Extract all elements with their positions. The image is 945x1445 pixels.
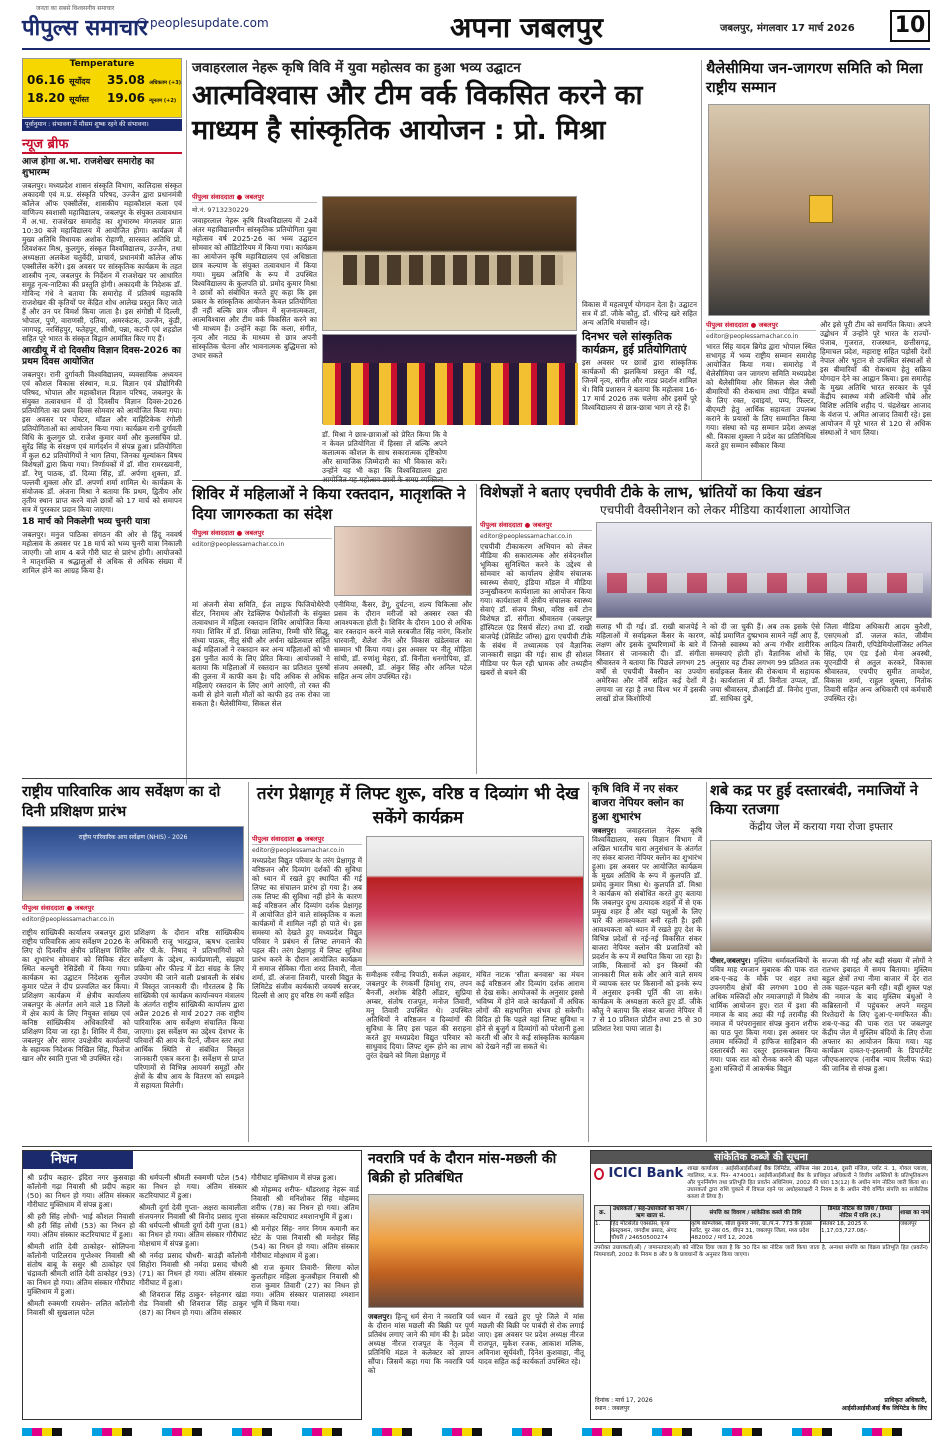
notice-place: स्थान : जबलपुर (595, 1405, 630, 1412)
lead-col3: विकास में महत्वपूर्ण योगदान देता है। उद्घाटन सत्र में डॉ. जीके कौतु, डॉ. धीरेन्द्र खरे सहित अन्य अतिथि मंचासीन रहे। (582, 300, 697, 327)
lead-subhead: दिनभर चले सांस्कृतिक कार्यक्रम, हुई प्रतियोगिताएं (582, 330, 687, 356)
masthead-website[interactable]: peoplesupdate.com (150, 16, 269, 30)
navratri-byline: जबलपुर। (368, 1312, 393, 1321)
krishi-col1: जवाहरलाल नेहरू कृषि विश्वविद्यालय, सस्य विज्ञान विभाग में अखिल भारतीय चारा अनुसंधान के अंतर्गत नए संकर बाजरा नेपियर क्लोन का शुभारंभ हुआ। इस अवसर पर आयोजित कार्यक्रम के मुख्य अतिथि के रूप में कुलपति डॉ. प्रमोद कुमार मिश्रा थे। कुलपति डॉ. मिश्रा ने कार्यक्रम को संबोधित करते हुए बताया कि जबलपुर दुग्ध उत्पादक शहरों में से एक प्रमुख शहर है और यहां पशुओं के लिए चारे की आवश्यकता बनी रहती है। इसी आवश्यकता को ध्यान में रखते हुए देश के विभिन्न प्रदेशों से नई-नई विकसित संकर बाजरा नेपियर क्लोन की प्रजातियों को प्रदर्शन के रूप में स्थापित किया जा रहा है। जाकि, किसानों को इन किस्मों की जानकारी मिल सके और आने वाले समय में व्यापक स्तर पर किसानों को इनके रूप में अनुसार इनकी पूर्ति की जा सके। कार्यक्रम के अध्यक्षता करते हुए डॉ. जीके कौतु ने बताया कि संकर बाजरा नेपियर में 7 से 10 प्रतिशत प्रोटीन तथा 25 से 30 प्रतिशत रेशा पाया जाता है। (592, 826, 702, 1033)
print-color-bar (22, 1428, 932, 1436)
lead-photo-dance (322, 334, 577, 424)
masthead-section: अपना जबलपुर (450, 11, 603, 44)
brief-body: जबलपुर। मध्यप्रदेश शासन संस्कृति विभाग, कालिदास संस्कृत अकादमी एवं म.प्र. संस्कृति परिषद, उज्जैन द्वारा प्रधानमंत्री कॉलेज ऑफ एक्सीलेंस, शासकीय महाकौशल कला एवं वाणिज्य स्वशासी महाविद्यालय, जबलपुर के संयुक्त तत्वावधान में अ.भा. राजशेखर समारोह का शुभारम्भ मंगलवार प्रातः 10:30 बजे महाविद्यालय में आयोजित होगा। कार्यक्रम में मुख्य अतिथि विधायक अशोक रोहाणी, सारस्वत अतिथि प्रो. शिवशंकर मिश्र, कुलगुरु, संस्कृत विश्वविद्यालय, उज्जैन, तथा अध्यक्षता अलकेश चतुर्वेदी, प्राचार्य, प्रधानमंत्री कॉलेज ऑफ एक्सीलेंस करेंगे। इस अवसर पर सांस्कृतिक कार्यक्रम के तहत शास्त्रीय नृत्य, जबलपुर के निर्देशन में राजशेखर पर आधारित समूह नृत्य-नाटिका की प्रस्तुति होगी। अकादमी के निदेशक डॉ. गोविन्द गंधे ने बताया कि समारोह में प्रतिवर्ष महाकवि राजशेखर की कृतियों पर केंद्रित शोध आलेख प्रस्तुत किए जाते हैं और उन पर विमर्श किया जाता है। इस संगोष्ठी में दिल्ली, भोपाल, पुणे, वाराणसी, दतिया, अमरकंटक, उज्जैन, कुंडी, जागपट्ट, नरसिंहपुर, फतेहपुर, सीधी, पन्ना, कटनी एवं शहडोल सहित पूरे भारत के संस्कृत विद्वान आमंत्रित किए गए हैं। (22, 181, 182, 343)
lift-headline: तरंग प्रेक्षागृह में लिफ्ट शुरू, वरिष्ठ व दिव्यांग भी देख सकेंगे कार्यक्रम (256, 784, 580, 828)
nidhan-col3 (251, 1173, 359, 1308)
sunset-value: 18.20 (27, 91, 65, 105)
hpv-photo (596, 522, 932, 618)
notice-date: दिनांक : मार्च 17, 2026 (595, 1397, 653, 1404)
lift-story (252, 782, 584, 1142)
masthead-tagline: जनता का सबसे विश्वसनीय समाचार (36, 5, 115, 12)
obituary: की धर्मपत्नी श्रीमती रुक्मणी पटेल (54) का निधन हो गया। अंतिम संस्कार कटरियाघाट में हुआ। (139, 1173, 247, 1200)
sunset-label: सूर्यास्त (69, 95, 89, 104)
bank-notice (590, 1150, 932, 1420)
hpv-col1: एचपीवी टीकाकरण अभियान को लेकर मीडिया की सकारात्मक और संवेदनशील भूमिका सुनिश्चित करने के उद्देश्य से सोमवार को कार्यालय क्षेत्रीय संचालक स्वास्थ्य सेवाएं, इंडिया मॉडल में मीडिया उन्मुखीकरण कार्यशाला का आयोजन किया गया। कार्यशाला में क्षेत्रीय संचालक स्वास्थ्य सेवाएं डॉ. संजय मिश्रा, वरिष्ठ सर्वे टोन विशेषज्ञ डॉ. संगीता श्रीवास्तव (जबलपुर हॉस्पिटल एंड रिसर्च सेंटर) तथा डॉ. राखी बाजपेई (प्रेसिडेंट जॉग्स) द्वारा एचपीवी टीके के संबंध में तथ्यात्मक एवं वैज्ञानिक जानकारी साझा की गई। साथ ही सोशल मीडिया पर फैल रही भ्रामक और तथ्यहीन खबरों से बचने की (480, 542, 592, 677)
obituary: श्री मनोहर सिंह- नगर निगम कमानी कर स्टेट के पास निवासी श्री मनोहर सिंह (54) का निधन हो गया। अंतिम संस्कार गौरीघाट मोक्षधाम में हुआ। (251, 1224, 359, 1260)
lead-photo-stage (322, 196, 577, 331)
lead-col1: जवाहरलाल नेहरू कृषि विश्वविद्यालय में 24वें अंतर महाविद्यालयीन सांस्कृतिक प्रतियोगिता युवा महोत्सव वर्ष 2025-26 का भव्य उद्घाटन सोमवार को ऑडिटोरियम में किया गया। कार्यक्रम का आयोजन कृषि महाविद्यालय एवं अधिष्ठाता छात्र कल्याण के संयुक्त तत्वावधान में किया गया। मुख्य अतिथि के रूप में उपस्थित विश्वविद्यालय के कुलपति प्रो. प्रमोद कुमार मिश्रा ने छात्रों को संबोधित करते हुए कहा कि इस प्रकार के सांस्कृतिक आयोजन केवल प्रतियोगिता ही नहीं बल्कि छात्र जीवन में सृजनात्मकता, आत्मविश्वास और टीम वर्क विकसित करने का भी माध्यम हैं। उन्होंने कहा कि कला, संगीत, नृत्य और नाट्य के माध्यम से छात्र अपनी सांस्कृतिक चेतना और भावनात्मक बुद्धिमत्ता को उभार सकते (192, 216, 317, 360)
jail-photo (710, 840, 932, 952)
jail-col1: मुस्लिम धर्मावलम्बियों के पवित्र माह रमजान मुबारक की पाक रात शब-ए-कद्र के मौके पर शहर तथा उपनगरीय क्षेत्रों की लगभग 100 से अधिक मस्जिदों और नमाजगाहों में विशेष धार्मिक आयोजन हुए। रात में इशा की नमाज के बाद अदा की गई तरावीह की नमाज में परंपरानुसार संपन्न कुरान शरीफ का पाठ पूरा किया गया। इस अवसर पर तमाम मस्जिदों में हाफिज साहिबान की दस्तारबंदी का दस्तूर इस्तकबाल किया गया। पाक रात को रौनक करने की पहल हुआ मस्जिदों में आकर्षक विद्युत (710, 956, 818, 1073)
min-label: न्यूनतम (+2) (149, 98, 177, 104)
hpv-col4: जिला मीडिया अधिकारी आदम कुरैशी, एसएमओ डॉ. जलज कांत, जीवीम आदित्य तिवारी, एपिडेमियोलॉजिस्ट अनिल सिंह, एम एंड ईओ मेना अवस्थी, यूएनडीपी से अतुल करकरे, विकास श्रीवास्तव, एचपीए सुमीत तामदेश, विकास शर्मा, राहुल शुक्ला, नितोक तिवारी सहित अन्य अधिकारी एवं कर्मचारी उपस्थित रहे। (824, 622, 932, 703)
col-header: शाखा का नाम (900, 1206, 930, 1221)
brief-item (22, 517, 182, 575)
hpv-story (480, 484, 932, 774)
section-rule (192, 480, 932, 481)
lift-col3: मंचित नाटक 'सीता बनवास' का मंचन कई वरिष्ठजन और दिव्यांग दर्शक आराम से देख सके। आयोजकों के अनुसार इससे भविष्य में होने वाले कार्यक्रमों में अधिक लोगों की सहभागिता संभव हो सकेगी। विदित हो कि पहले यहां लिफ्ट सुविधा न होने से बुजुर्ग व दिव्यांगों को परेशानी हुआ करती थी और वे कई सांस्कृतिक कार्यक्रम को देखने नहीं जा सकते थे। (476, 970, 584, 1051)
masthead-rule (22, 48, 930, 50)
survey-story (22, 782, 244, 1142)
column-divider (476, 484, 477, 774)
bank-logo-icon (594, 1168, 604, 1180)
lead-col2: डॉ. मिश्रा ने छात्र-छात्राओं को प्रेरित किया कि वे न केवल प्रतियोगिता में हिस्सा लें बल्कि अपने कलात्मक कौशल के साथ सकारात्मक दृष्टिकोण और सामाजिक जिम्मेदारी का भी विकास करें। उन्होंने यह भी कहा कि विश्वविद्यालय द्वारा (322, 430, 447, 475)
survey-byline: पीपुल्स संवाददाता ● जबलपुर (22, 903, 244, 914)
obituary: श्रीमती रुक्मणी रायसेन- ललित कॉलोनी निवासी श्री सुखलाल पटेल (27, 1299, 135, 1317)
notice-title: सांकेतिक कब्जे की सूचना (591, 1151, 931, 1164)
col-header: संपत्ति का विवरण / सांकेतिक कब्जे की तिथि (691, 1206, 821, 1221)
survey-headline: राष्ट्रीय पारिवारिक आय सर्वेक्षण का दो दिनी प्रशिक्षण प्रारंभ (22, 784, 221, 820)
navratri-col1: हिन्दू धर्म सेना ने नवरात्रि पर्व के दौरान मांस मछली की बिक्री पर पूर्ण प्रतिबंध लगाए जाने की मांग की है। प्रदेश अध्यक्ष नीरज राजपूत के नेतृत्व में प्रतिनिधि मंडल ने कलेक्टर को ज्ञापन सौंपा। जिसमें कहा गया कि नवरात्रि पर्व को (368, 1312, 474, 1375)
column-divider (186, 60, 187, 785)
navratri-story (368, 1150, 584, 1420)
brief-title: आज होगा अ.भा. राजशेखर समारोह का शुभारम्भ (22, 157, 155, 178)
col-header: उधारकर्ता / सह-उधारकर्ता का नाम / ऋण खाता सं. (611, 1206, 691, 1221)
column-divider (701, 60, 702, 480)
survey-photo (22, 826, 244, 901)
lead-kicker: जवाहरलाल नेहरू कृषि विवि में युवा महोत्सव का हुआ भव्य उद्घाटन (192, 60, 521, 76)
navratri-photo (368, 1194, 584, 1308)
lift-email: editor@peoplessamachar.co.in (252, 847, 345, 854)
table-cell: हिंद मोटर्सलेड एक्सप्रेस, कृपा कंस्ट्रक्शन, जगदीश प्रसाद, अंगद चौधरी / 24650500274 (611, 1221, 691, 1243)
web-icon (137, 18, 147, 28)
blood-col1: मां अंजनी सेवा समिति, ईज लाइफ फिजियोथैरेपी सेंटर, निरामय और रेडक्लिफ पैथोलॉजी के संयुक्त तत्वावधान में महिला रक्तदान शिविर आयोजित किया गया। शिविर में डॉ. शिखा लालिया, रिम्मी चौरे सिद्धू, संध्या पाठक, नीतू संघी और अर्चना खंडेलवाल सहित कई महिलाओं ने रक्तदान कर अन्य महिलाओं को भी इस पुनीत कार्य के लिए प्रेरित किया। आयोजकों ने बताया कि महिलाओं में रक्तदान का प्रतिशत पुरुषों की तुलना में काफी कम है। यदि अधिक से अधिक महिलाएं रक्तदान के लिए आगे आएंगी, तो रक्त की कमी से होने वाली मौतों को काफी हद तक रोका जा सकता है। थैलेसीमिया, सिकल सेल (192, 600, 330, 708)
lift-col2: समीक्षक रवीन्द्र त्रिपाठी, सर्कल अहवार, जबलपुर के रंगकर्मी हिमांशु राय, तपन बैनर्जी, अशोक बेहिरी ऑडार, सुप्रिया अम्बर, संतोष राजपूत, मनोज तिवारी, मनु तिवारी उपस्थित थे। उपस्थित अतिथियों ने वरिष्ठजन व दिव्यांगों की सुविधा के लिए इस पहल की सराहना करते हुए मध्यप्रदेश विद्युत परिवार को साधुवाद दिया। लिफ्ट शुरू होने का लाभ तुरंत देखने को मिला प्रेक्षागृह में (366, 970, 472, 1060)
thalassemia-byline: पीपुल्स संवाददाता ● जबलपुर (706, 320, 816, 331)
nidhan-col1 (27, 1173, 135, 1317)
jail-col2: सज्जा की गई और बड़ी संख्या में लोगों ने रातभर इबादत में समय बिताया। मुस्लिम बहुल क्षेत्रों तथा नीमा बाजार में देर रात तक चहल-पहल बनी रही। वहीं शुक्ल पक्ष की नमाज के बाद मुस्लिम बंधुओं ने कब्रिस्तानों में पहुंचकर अपने मरहूम रिश्तेदारों के लिए दुआ-ए-मगफिरत की। शब-ए-कद्र की पाक रात पर जबलपुर केंद्रीय जेल में मुस्लिम बंदियों के लिए रोजा अफ्तार का आयोजन किया गया। यह कार्यक्रम दावत-ए-इस्लामी के डिपार्टमेंट जीएफआरएफ (नारीब न्याय रिलीफ फंड) की जानिब से संपन्न हुआ। (822, 956, 932, 1073)
temperature-title: Temperature (69, 59, 135, 69)
table-cell: सितंबर 18, 2025 रु. 1,17,03,727.08/- (821, 1221, 900, 1243)
obituary: श्री राज कुमार तिवारी- सिरगा कोल कुलतीहार महिला कुजबीहार निवासी श्री राज कुमार तिवारी (27) का निधन हो गया। अंतिम संस्कार पालासदा श्मशान भूमि में किया गया। (251, 1263, 359, 1308)
brief-title: आरडीयू में दो दिवसीय विज्ञान दिवस-2026 का प्रथम दिवस आयोजित (22, 346, 181, 367)
navratri-headline: नवरात्रि पर्व के दौरान मांस-मछली की बिक्री हो प्रतिबंधित (368, 1151, 557, 1186)
obituary: श्री प्रदीप कहार- इंदिरा नगर कुसवाहा कॉलोनी गढ़ा निवासी श्री प्रदीप कहार (50) का निधन हो गया। अंतिम संस्कार गौरीघाट मुक्तिधाम में संपन्न हुआ। (27, 1173, 135, 1209)
forecast-text: पूर्वानुमान : संभावना में मौसम शुष्क रहने की संभावना। (25, 121, 149, 128)
obituary: श्री शिवराज सिंह ठाकुर- स्नेहनगर खंडा रोड निवासी श्री शिवराज सिंह ठाकुर (87) का निधन हो गया। अंतिम संस्कार (139, 1290, 247, 1317)
survey-email: editor@peoplessamachar.co.in (22, 916, 115, 923)
thalassemia-story (706, 60, 931, 480)
lead-mobile: मो.नं. 9713230229 (192, 206, 249, 214)
brief-body: जबलपुर। रानी दुर्गावती विश्वविद्यालय, व्यवसायिक अध्ययन एवं कौशल विकास संस्थान, म.प्र. विज्ञान एवं प्रौद्योगिकी परिषद, भोपाल और महाकौशल विज्ञान परिषद, जबलपुर के संयुक्त तत्वावधान में दो दिवसीय विज्ञान दिवस-2026 प्रतियोगिता का प्रथम दिवस सोमवार को आयोजित किया गया। इस अवसर पर पोस्टर, मॉडल और वाहिटिकेक रंगोली प्रतियोगिताओं का आयोजन किया गया। कार्यक्रम रानी दुर्गावती विधि के कुलगुरु प्रो. राजेश कुमार वर्मा और कुलसचिव प्रो. सुरेंद्र सिंह के संरक्षण एवं मार्गदर्शन में संपन्न हुआ। प्रतियोगिता में कुल 62 प्रतियोगियों ने भाग लिया, जिनका मूल्यांकन विषय विशेषज्ञों द्वारा किया गया। निर्णायकों में डॉ. मीरा रामरख्यानी, डॉ. रेणु पाठक, डॉ. दिव्या सिंह, डॉ. अर्पणा शुक्ला, डॉ. पल्लवी शुक्ला और डॉ. अपर्णा शर्मा शामिल थे। कार्यक्रम के संयोजक डॉ. अंजना मिश्रा ने बताया कि प्रथम, द्वितीय और तृतीय स्थान प्राप्त करने वाले छात्रों को 17 मार्च को समापन सत्र में पुरस्कार प्रदान किया जाएगा। (22, 370, 182, 514)
lead-story (192, 60, 697, 476)
notice-footer: उपरोक्त उधारकर्ता(ओं) / जमानतदार(ओं) को नोटिस दिया जाता है कि 30 दिन का नोटिस जारी किया जाता है, अन्यथा संपत्ति का विक्रय प्रतिभूति हित (प्रवर्तन) नियमावली, 2002 के नियम 8 और 9 के प्रावधानों के अनुसार किया जाएगा। (594, 1245, 928, 1258)
lead-headline: आत्मविश्वास और टीम वर्क विकसित करने का माध्यम है सांस्कृतिक आयोजन : प्रो. मिश्रा (192, 80, 643, 146)
column-divider (588, 782, 589, 1142)
lift-photo (366, 836, 584, 966)
masthead (0, 0, 945, 60)
sunrise-value: 06.16 (27, 73, 65, 87)
krishi-headline: कृषि विवि में नए संकर बाजरा नेपियर क्लोन का हुआ शुभारंभ (592, 783, 684, 823)
lead-byline: पीपुल्स संवाददाता ● जबलपुर (192, 192, 317, 203)
brief-body: जबलपुर। मनुज पाठिका संगठन की ओर से हिंदू नववर्ष महोत्सव के अवसर पर 18 मार्च को भव्य चुनरी यात्रा निकाली जाएगी। जो शाम 4 बजे गौरी घाट से प्रारंभ होगी। आयोजकों ने मातृशक्ति व श्रद्धालुओं से अधिक से अधिक संख्या में शामिल होने का आग्रह किया है। (22, 530, 182, 575)
blood-col2: एनीमिया, कैंसर, डेंगू, दुर्घटना, शल्य चिकित्सा और प्रसव के दौरान मरीजों को अक्सर रक्त की आवश्यकता होती है। शिविर के दौरान 100 से अधिक बार रक्तदान करने वाले सरबजीत सिंह नारंग, किशोर धारवानी, शैलेश जैन और विकास खंडेलवाल का सम्मान भी किया गया। इस अवसर पर नीतू मोहिता सांघी, डॉ. रुणांशु मेहरा, डॉ. विनीता धनगोपिया, डॉ. संजय अवस्थी, डॉ. अंकुर सिंह और अनिल पटेल सहित अन्य लोग उपस्थित रहे। (334, 600, 472, 681)
hpv-headline: विशेषज्ञों ने बताए एचपीवी टीके के लाभ, भ्रांतियों का किया खंडन (480, 485, 822, 501)
notice-table (594, 1205, 930, 1243)
thalassemia-headline: थैलेसीमिया जन-जागरण समिति को मिला राष्ट्रीय सम्मान (706, 61, 923, 96)
masthead-dateline: जबलपुर, मंगलवार 17 मार्च 2026 (720, 23, 855, 34)
max-temp: 35.08 (107, 73, 145, 87)
blood-headline: शिविर में महिलाओं ने किया रक्तदान, मातृशक्ति ने दिया जागरुकता का संदेश (192, 485, 466, 523)
survey-col1: राष्ट्रीय सांख्यिकी कार्यालय जबलपुर द्वारा राष्ट्रीय पारिवारिक आय सर्वेक्षण 2026 के लिए दो दिवसीय क्षेत्रीय प्रशिक्षण शिविर का शुभारंभ सोमवार को सिविक सेंटर स्थित कल्चुरी रेसिडेंसी में किया गया। कार्यक्रम का उद्घाटन निदेशक सुनील कुमार पटेल ने दीप प्रज्वलित कर किया। प्रशिक्षण कार्यक्रम में क्षेत्रीय कार्यालय जबलपुर के अंतर्गत आने वाले 18 जिलों में क्षेत्र कार्य के लिए नियुक्त सांख्य एवं कनिष्ठ सांख्यिकीय अधिकारियों को प्रशिक्षण दिया जा रहा है। शिविर में रीवा, जबलपुर और सागर उपक्षेत्रीय कार्यालयों के सहायक निदेशक निखिल सिंह, फिरोज खान और स्वाति गुप्ता भी उपस्थित रहे। (22, 928, 130, 1063)
notice-signatory-org: आईसीआईसीआई बैंक लिमिटेड के लिए (841, 1405, 927, 1412)
jail-col1-wrap (710, 956, 818, 1073)
masthead-logo[interactable]: पीपुल्स समाचार (22, 15, 148, 41)
column-divider (248, 782, 249, 1142)
hpv-subhead: एचपीवी वैक्सीनेशन को लेकर मीडिया कार्यशाला आयोजित (600, 503, 851, 517)
nidhan-title: निधन (23, 1151, 133, 1169)
krishi-body (592, 826, 702, 1033)
obituary: श्री नर्मदा प्रसाद चौधरी- बाउंड़ी कॉलोनी सिहोरा निवासी श्री नर्मदा प्रसाद चौधरी (71) का निधन हो गया। अंतिम संस्कार गौरीघाट में हुआ। (139, 1251, 247, 1287)
table-cell: कृषि कॉम्प्लेक्स, सीता कुमार नगर, ग्रा./प.नं. 773 के हाउस प्लॉट, पुर नंबर 05, वीएन 31, जबलपुर जिला, मध्य प्रदेश 482002 / मार्च 12, 2026 (691, 1221, 821, 1243)
hpv-col2: सलाह भी दी गई। डॉ. राखी बाजपेई ने महिलाओं में सर्वाइकल कैंसर के कारण, लक्षण और इसके दुष्परिणामों के बारे में विस्तार से जानकारी दी। डॉ. संगीता श्रीवास्तव ने बताया कि पिछले लगभग 25 वर्षों से एचपीवी वैक्सीन का उपयोग अमेरिका और नॉर्वे सहित कई देशों में लगाया जा रहा है तथा विश्व भर में इसकी लाखों डोज किशोरियों (596, 622, 706, 703)
hpv-byline: पीपुल्स संवाददाता ● जबलपुर (480, 520, 592, 531)
brief-item (22, 157, 182, 343)
survey-banner: राष्ट्रीय पारिवारिक आय सर्वेक्षण (NHIS) - 2026 (78, 834, 188, 841)
blood-email: editor@peoplessamachar.co.in (192, 541, 285, 548)
lead-col3b: इस अवसर पर छात्रों द्वारा सांस्कृतिक कार्यक्रमों की झलकियां प्रस्तुत की गईं, जिनमें नृत्य, संगीत और नाट्य प्रदर्शन शामिल थे। विवि प्रशासन ने बताया कि महोत्सव 16-17 मार्च 2026 तक चलेगा और इसमें पूरे विश्वविद्यालय से छात्र-छात्रा भाग ले रहे हैं। (582, 358, 697, 412)
forecast-strip (22, 119, 182, 131)
news-brief-column (22, 134, 182, 784)
min-temp: 19.06 (107, 91, 145, 105)
notice-table-header (595, 1206, 930, 1221)
blood-byline: पीपुल्स संवाददाता ● जबलपुर (192, 528, 332, 539)
krishi-story (592, 782, 702, 1142)
survey-col2: प्रशिक्षण के दौरान वरिष्ठ सांख्यिकीय अधिकारी राजू भारद्वाज, ऋषभ दत्तात्रेय और पी.के. निषाद ने प्रतिभागियों को सर्वेक्षण के उद्देश्य, कार्यप्रणाली, संग्रहण प्रक्रिया और फील्ड में डेटा संग्रह के लिए उपयोग की जाने वाली प्रश्नावली के संबंध में विस्तृत जानकारी दी। गौरतलब है कि सांख्यिकी एवं कार्यक्रम कार्यान्वयन मंत्रालय के अंतर्गत राष्ट्रीय सांख्यिकी कार्यालय द्वारा अप्रैल 2026 से मार्च 2027 तक राष्ट्रीय पारिवारिक आय सर्वेक्षण संचालित किया जाएगा। इस सर्वेक्षण का उद्देश्य देशभर के परिवारों की आय के पैटर्न, जीवन स्तर तथा आर्थिक स्थिति से संबंधित विस्तृत जानकारी एकत्र करना है। सर्वेक्षण से प्राप्त परिणामों से विभिन्न आयवर्ग समूहों और क्षेत्रों के बीच आय के वितरण को समझने में सहायता मिलेगी। (134, 928, 244, 1090)
blood-photo (334, 526, 472, 596)
sunrise-label: सूर्योदय (69, 77, 91, 86)
brief-title: 18 मार्च को निकलेगी भव्य चुनरी यात्रा (22, 517, 150, 527)
hpv-email: editor@peoplessamachar.co.in (480, 533, 573, 540)
thalassemia-col2: और इसे पूरी टीम को समर्पित किया। अपने उद्बोधन में उन्होंने पूरे भारत के राज्यों-पंजाब, गुजरात, राजस्थान, छत्तीसगढ़, हिमाचल प्रदेश, महाराष्ट्र सहित पड़ोसी देशों नेपाल और भूटान से उपस्थित संस्थाओं से इस बीमारियों की रोकथाम हेतु सक्रिय योगदान देने का आह्वान किया। इस समारोह के मुख्य अतिथि भारत सरकार के पूर्व केंद्रीय स्वास्थ्य मंत्री अश्विनी चौबे और विशिष्ट अतिथि शहीद पं. चंद्रशेखर आजाद के वंशज पं. अमित आजाद तिवारी रहे। इस आयोजन में पूरे भारत से 120 से अधिक संस्थाओं ने भाग लिया। (820, 320, 931, 437)
nidhan-box (22, 1150, 362, 1420)
notice-intro: शाखा कार्यालय : आईसीआईसीआई बैंक लिमिटेड, ऑफिस नंबर 2014, दूसरी मंजिल, प्लॉट नं. 1, गोयल प्लाजा, ग्वालियर, म.प्र. पिन- 474001। आईसीआईसीआई बैंक के प्राधिकृत अधिकारी ने वित्तीय आस्तियों के प्रतिभूतिकरण और पुनर्निर्माण तथा प्रतिभूति हित प्रवर्तन अधिनियम, 2002 की धारा 13(12) के अधीन मांग नोटिस जारी किया था। उधारकर्ता द्वारा राशि चुकाने में विफल रहने पर अधोहस्ताक्षरी ने नियम 8 के अधीन नीचे वर्णित संपत्ति का सांकेतिक कब्जा ले लिया है। (687, 1166, 928, 1200)
obituary: गौरीघाट मुक्तिधाम में संपन्न हुआ। (251, 1173, 337, 1182)
navratri-col2: ध्यान में रखते हुए पूरे जिले में मांस मछली की बिक्री पर पाबंदी से रोक लगाई जाए। इस अवसर पर प्रदेश अध्यक्ष नीरज राजपूत, मुकेश रजक, आकाश मलिक, अविनाश सूर्यवंशी, दिनेश कुशवाहा, नीतू यादव सहित कई कार्यकर्ता उपस्थित रहे। (478, 1312, 584, 1366)
jail-story (710, 782, 932, 1142)
navratri-col1-wrap (368, 1312, 474, 1375)
obituary: श्री हरी सिंह लोधी- भाई कौशल निवासी श्री हरी सिंह लोधी (53) का निधन हो गया। अंतिम संस्कार कटरियाघाट में हुआ। (27, 1212, 135, 1239)
blood-story (192, 484, 472, 774)
thalassemia-photo (708, 104, 930, 316)
news-brief-label: न्यूज ब्रीफ (22, 134, 182, 154)
obituary: श्रीमती शांति देवी ठाकोहर- सोलिपना कॉलोनी पाटिलराव गुप्तेश्वर निवासी श्री संतोष बाबू के ससुर श्री ठाकोहर एवं चंद्रावती श्रीमती शांति देवी ठाकोहर (93) का निधन हो गया। अंतिम संस्कार गौरीघाट मुक्तिधाम में हुआ। (27, 1242, 135, 1296)
krishi-byline: जबलपुर। (592, 826, 617, 835)
jail-byline: पीसर,जबलपुर। (710, 956, 751, 965)
nidhan-col2 (139, 1173, 247, 1317)
col-header: क्र. (595, 1206, 611, 1221)
obituary: श्रीमती दुर्गा देवी गुप्ता- अक्षरा कावालीता संजयनगर निवासी श्री विनोद प्रसाद गुप्ता की धर्मपत्नी श्रीमती दुर्गा देवी गुप्ता (81) का निधन हो गया। अंतिम संस्कार गौरीघाट मोक्षधाम में संपन्न हुआ। (139, 1203, 247, 1248)
section-rule (22, 1146, 932, 1147)
column-divider (706, 782, 707, 1142)
jail-subhead: केंद्रीय जेल में कराया गया रोजा इफ्तार (749, 821, 893, 833)
lift-byline: पीपुल्स संवाददाता ● जबलपुर (252, 834, 362, 845)
lift-col1: मध्यप्रदेश विद्युत परिवार के तरंग प्रेक्षागृह में वरिष्ठजन और दिव्यांग दर्शकों की सुविधा को ध्यान में रखते हुए स्थापित की गई लिफ्ट का संचालन प्रारंभ हो गया है। अब तक लिफ्ट की सुविधा नहीं होने के कारण कई वरिष्ठजन और दिव्यांग दर्शक प्रेक्षागृह में आयोजित होने वाले सांस्कृतिक व कला कार्यक्रमों में शामिल नहीं हो पाते थे। इस समस्या को देखते हुए मध्यप्रदेश विद्युत परिवार ने प्रबंधन से लिफ्ट लगवाने की पहल की। तरंग प्रेक्षागृह में लिफ्ट सुविधा प्रारंभ करने के दौरान आयोजित कार्यक्रम में समाज सेविका गीता शरद तिवारी, नीता शर्मा, डॉ. अंजना तिवारी, पारसी विद्युत के लिमिटेड संजीव कार्यकारी जयवर्ष सरजर, दिल्ली से आए हुए वरिष्ठ रंग कर्मी सहित (252, 856, 362, 1000)
obituary: श्री मोहम्मद शरीफ- थॉडरशाह नेहरू वार्ड निवासी श्री मनिशोकर सिंह मोहम्मद शरीफ (78) का निधन हो गया। अंतिम संस्कार कटियाघाट श्मशानभूमि में हुआ। (251, 1185, 359, 1221)
table-row (595, 1221, 930, 1243)
max-label: अधिकतम (+3) (149, 80, 182, 86)
col-header: डिमांड नोटिस की तिथि / डिमांड नोटिस में राशि (रु.) (821, 1206, 900, 1221)
jail-headline: शबे कद्र पर हुई दस्तारबंदी, नमाजियों ने किया रतजगा (710, 783, 918, 818)
brief-item (22, 346, 182, 514)
thalassemia-col1: भारत सिंह यादव ब्रिगेड द्वारा भोपाल स्थित सभागृह में भव्य राष्ट्रीय सम्मान समारोह आयोजित किया गया। समारोह में थैलेसीमिया जन जागरण समिति मध्यप्रदेश को थैलेसीमिया और सिकल सेल जैसी बीमारियों की रोकथाम तथा पीड़ित बच्चों के लिए रक्त, दवाइयां, पम्प, फिल्टर, बीएमटी हेतु आर्थिक सहायता उपलब्ध कराने के प्रयासों के लिए सम्मानित किया गया। संस्था को यह सम्मान प्रदेश अध्यक्ष श्री. विकास शुक्ला ने प्रदेश का प्रतिनिधित्व करते हुए सम्मान स्वीकार किया (706, 342, 816, 450)
section-rule (22, 778, 932, 779)
temperature-box (22, 58, 182, 118)
page-number: 10 (890, 10, 930, 42)
bank-logo: ICICI Bank (594, 1166, 683, 1181)
table-cell: जबलपुर (900, 1221, 930, 1243)
thalassemia-email: editor@peoplessamachar.co.in (706, 333, 799, 340)
table-cell: 1. (595, 1221, 611, 1243)
hpv-col3: को दी जा चुकी हैं। अब तक इसके ऐसे कोई प्रमाणित दुष्प्रभाव सामने नहीं आए हैं, जिनसे स्वास्थ्य को अन्य गंभीर शारीरिक समस्याएं होती हों। वैज्ञानिक शोधों के अनुसार यह टीका लगभग 99 प्रतिशत तक सर्वाइकल कैंसर की रोकथाम में सहायक है। कार्यशाला में डॉ. विनीता उप्पल, डॉ. जया श्रीवास्तव, डीआईटी डॉ. विनोद गुप्ता, डॉ. साधिका दुबे, (710, 622, 820, 703)
notice-signatory: प्राधिकृत अधिकारी, (884, 1397, 927, 1404)
